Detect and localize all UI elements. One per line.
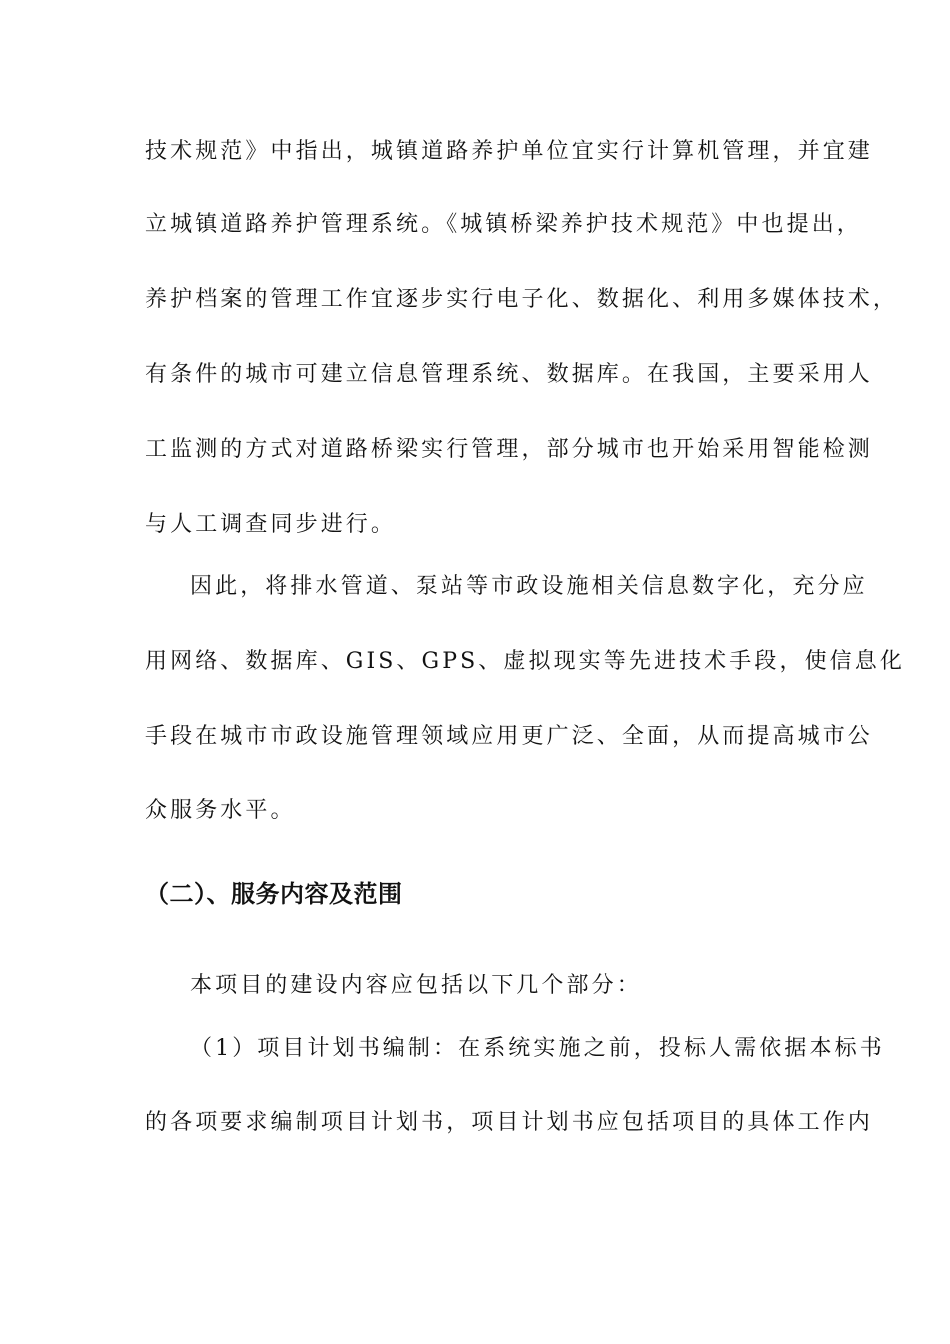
body-text-line: （1）项目计划书编制：在系统实施之前，投标人需依据本标书	[190, 1036, 885, 1061]
body-text-line: 工监测的方式对道路桥梁实行管理，部分城市也开始采用智能检测	[145, 437, 873, 462]
body-text-line: 养护档案的管理工作宜逐步实行电子化、数据化、利用多媒体技术，	[145, 287, 899, 312]
body-text-line: 用网络、数据库、GIS、GPS、虚拟现实等先进技术手段，使信息化	[145, 649, 905, 674]
body-text-line: 因此，将排水管道、泵站等市政设施相关信息数字化，充分应	[190, 574, 868, 599]
body-text-line: 立城镇道路养护管理系统。《城镇桥梁养护技术规范》中也提出，	[145, 212, 862, 237]
body-text-line: 与人工调查同步进行。	[145, 512, 397, 537]
section-heading: （二）、服务内容及范围	[145, 880, 403, 908]
body-text-line: 技术规范》中指出，城镇道路养护单位宜实行计算机管理，并宜建	[145, 139, 873, 164]
body-text-line: 本项目的建设内容应包括以下几个部分：	[190, 973, 642, 998]
body-text-line: 手段在城市市政设施管理领域应用更广泛、全面，从而提高城市公	[145, 724, 873, 749]
body-text-line: 有条件的城市可建立信息管理系统、数据库。在我国，主要采用人	[145, 362, 873, 387]
body-text-line: 的各项要求编制项目计划书，项目计划书应包括项目的具体工作内	[145, 1110, 873, 1135]
body-text-line: 众服务水平。	[145, 798, 296, 823]
